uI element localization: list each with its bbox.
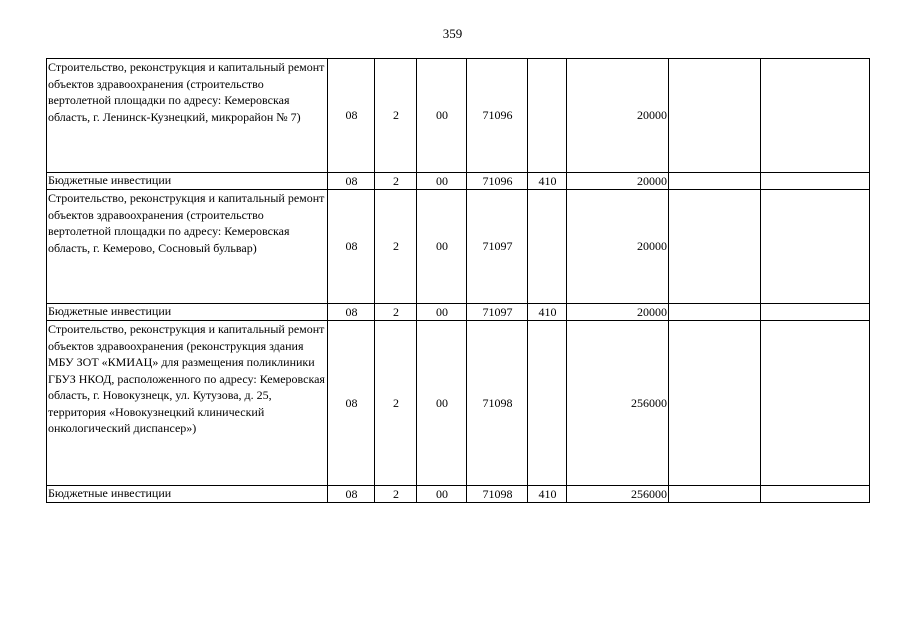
row-expense-type [528, 321, 567, 486]
table-row [47, 304, 870, 321]
row-subsection: 2 [375, 321, 417, 486]
row-code: 71097 [467, 304, 528, 321]
row-expense-type: 410 [528, 304, 567, 321]
row-expense-type [528, 190, 567, 304]
row-expense-type: 410 [528, 486, 567, 503]
row-subsection: 2 [375, 59, 417, 173]
row-program: 00 [417, 59, 467, 173]
row-amount: 20000 [567, 190, 669, 304]
row-code: 71096 [467, 173, 528, 190]
row-section: 08 [328, 190, 375, 304]
row-amount-3 [761, 304, 870, 321]
row-amount: 20000 [567, 59, 669, 173]
row-amount-3 [761, 59, 870, 173]
row-amount: 20000 [567, 173, 669, 190]
row-name: Строительство, реконструкция и капитальный ремонт объектов здравоохранения (строительство вертолетной площадки по адресу: Кемеровская область, г. Ленинск-Кузнецкий, микрорайон № 7) [47, 59, 328, 173]
row-amount: 256000 [567, 486, 669, 503]
table-row [47, 190, 870, 304]
row-amount-3 [761, 486, 870, 503]
row-amount-2 [669, 321, 761, 486]
row-section: 08 [328, 486, 375, 503]
row-subsection: 2 [375, 486, 417, 503]
row-code: 71097 [467, 190, 528, 304]
row-name: Строительство, реконструкция и капитальный ремонт объектов здравоохранения (реконструкция здания МБУ ЗОТ «КМИАЦ» для размещения поликлиники ГБУЗ НКОД, расположенного по адресу: Кемеровская область, г. Новокузнецк, ул. Кутузова, д. 25, территория «Новокузнецкий клинический онкологический диспансер») [47, 321, 328, 486]
row-amount: 256000 [567, 321, 669, 486]
table-row [47, 321, 870, 486]
page-number: 359 [442, 26, 463, 41]
row-program: 00 [417, 321, 467, 486]
row-expense-type [528, 59, 567, 173]
row-amount-2 [669, 173, 761, 190]
row-section: 08 [328, 173, 375, 190]
row-name: Бюджетные инвестиции [47, 304, 328, 321]
row-amount-2 [669, 190, 761, 304]
row-code: 71096 [467, 59, 528, 173]
row-amount-3 [761, 321, 870, 486]
row-name: Бюджетные инвестиции [47, 486, 328, 503]
row-amount: 20000 [567, 304, 669, 321]
row-program: 00 [417, 486, 467, 503]
table-row [47, 173, 870, 190]
row-name: Строительство, реконструкция и капитальный ремонт объектов здравоохранения (строительство вертолетной площадки по адресу: Кемеровская область, г. Кемерово, Сосновый бульвар) [47, 190, 328, 304]
row-section: 08 [328, 304, 375, 321]
row-program: 00 [417, 304, 467, 321]
row-amount-2 [669, 304, 761, 321]
row-section: 08 [328, 321, 375, 486]
row-subsection: 2 [375, 173, 417, 190]
row-program: 00 [417, 190, 467, 304]
row-expense-type: 410 [528, 173, 567, 190]
row-amount-3 [761, 173, 870, 190]
row-name: Бюджетные инвестиции [47, 173, 328, 190]
row-program: 00 [417, 173, 467, 190]
row-amount-2 [669, 59, 761, 173]
row-subsection: 2 [375, 304, 417, 321]
row-section: 08 [328, 59, 375, 173]
table-row [47, 486, 870, 503]
table-row [47, 59, 870, 173]
row-code: 71098 [467, 321, 528, 486]
budget-table [46, 58, 870, 503]
row-amount-2 [669, 486, 761, 503]
row-subsection: 2 [375, 190, 417, 304]
row-amount-3 [761, 190, 870, 304]
row-code: 71098 [467, 486, 528, 503]
